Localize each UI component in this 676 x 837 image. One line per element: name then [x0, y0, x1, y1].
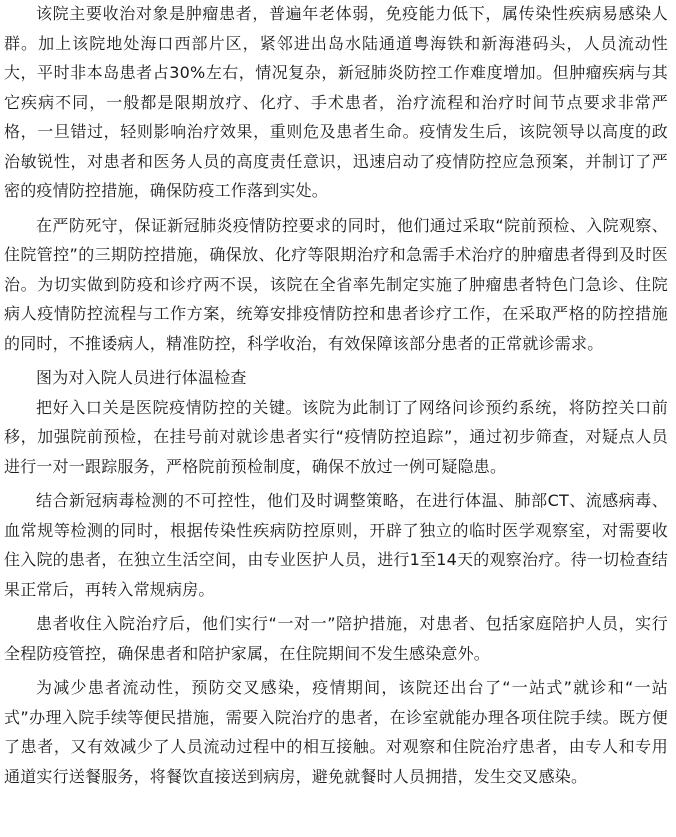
paragraph-2: 在严防死守，保证新冠肺炎疫情防控要求的同时，他们通过采取“院前预检、入院观察、住院管控”的三期防控措施，确保放、化疗等限期治疗和急需手术治疗的肿瘤患者得到及时医治。为切实做到防疫和诊疗两不误，该院在全省率先制定实施了肿瘤患者特色门急诊、住院病人疫情防控流程与工作方案，统筹安排疫情防控和患者诊疗工作，在采取严格的防控措施的同时，不推诿病人，精准防控，科学收治，有效保障该部分患者的正常就诊需求。: [4, 215, 668, 353]
paragraph-5: 患者收住入院治疗后，他们实行“一对一”陪护措施，对患者、包括家庭陪护人员，实行全程防疫管控，确保患者和陪护家属，在住院期间不发生感染意外。: [4, 614, 668, 663]
paragraph-4: 结合新冠病毒检测的不可控性，他们及时调整策略，在进行体温、肺部CT、流感病毒、血常规等检测的同时，根据传染性疾病防控原则，开辟了独立的临时医学观察室，对需要收住入院的患者，在独立生活空间，由专业医护人员，进行1至14天的观察治疗。待一切检查结果正常后，再转入常规病房。: [4, 491, 668, 599]
paragraph-1: 该院主要收治对象是肿瘤患者，普遍年老体弱，免疫能力低下，属传染性疾病易感染人群。加上该院地处海口西部片区，紧邻进出岛水陆通道粤海铁和新海港码头，人员流动性大，平时非本岛患者占30%左右，情况复杂，新冠肺炎防控工作难度增加。但肿瘤疾病与其它疾病不同，一般都是限期放疗、化疗、手术患者，治疗流程和治疗时间节点要求非常严格，一旦错过，轻则影响治疗效果，重则危及患者生命。疫情发生后，该院领导以高度的政治敏锐性，对患者和医务人员的高度责任意识，迅速启动了疫情防控应急预案，并制订了严密的疫情防控措施，确保防疫工作落到实处。: [4, 4, 668, 200]
paragraph-3: 把好入口关是医院疫情防控的关键。该院为此制订了网络问诊预约系统，将防控关口前移，加强院前预检，在挂号前对就诊患者实行“疫情防控追踪”，通过初步筛查，对疑点人员进行一对一跟踪服务，严格院前预检制度，确保不放过一例可疑隐患。: [4, 397, 668, 476]
paragraph-6: 为减少患者流动性，预防交叉感染，疫情期间，该院还出台了“一站式”就诊和“一站式”办理入院手续等便民措施，需要入院治疗的患者，在诊室就能办理各项住院手续。既方便了患者，又有效减少了人员流动过程中的相互接触。对观察和住院治疗患者，由专人和专用通道实行送餐服务，将餐饮直接送到病房，避免就餐时人员拥措，发生交叉感染。: [4, 678, 668, 786]
image-caption: 图为对入院人员进行体温检查: [36, 368, 247, 387]
